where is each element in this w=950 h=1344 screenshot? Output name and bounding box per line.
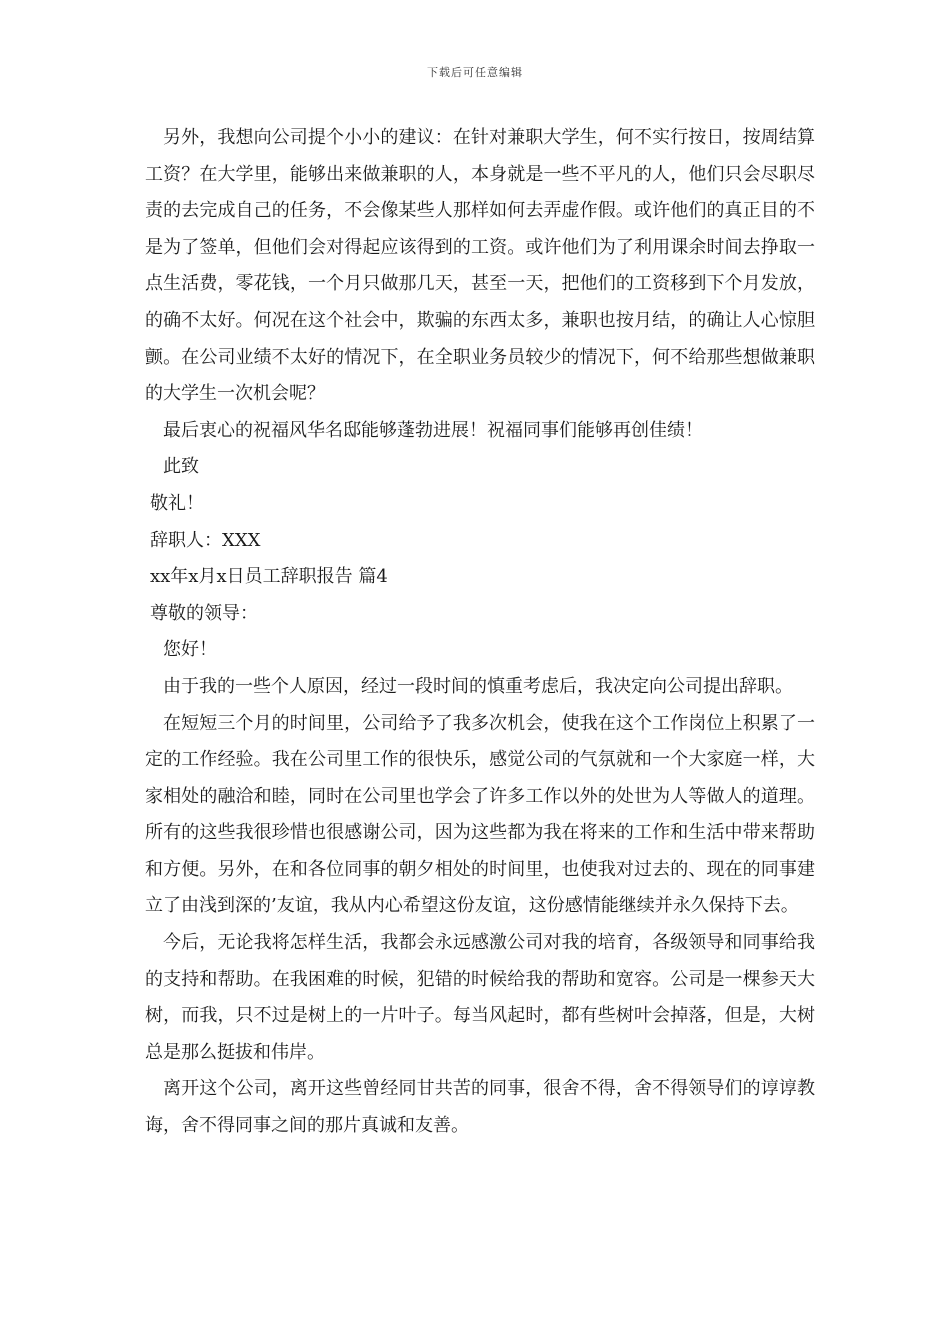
document-body (145, 120, 815, 1145)
paragraph-suggestion: 另外，我想向公司提个小小的建议：在针对兼职大学生，何不实行按日，按周结算工资？在大学里，能够出来做兼职的人，本身就是一些不平凡的人，他们只会尽职尽责的去完成自己的任务，不会像某些人那样如何去弄虚作假。或许他们的真正目的不是为了签单，但他们会对得起应该得到的工资。或许他们为了利用课余时间去挣取一点生活费，零花钱，一个月只做那几天，甚至一天，把他们的工资移到下个月发放，的确不太好。何况在这个社会中，欺骗的东西太多，兼职也按月结，的确让人心惊胆颤。在公司业绩不太好的情况下，在全职业务员较少的情况下，何不给那些想做兼职的大学生一次机会呢？ (145, 127, 815, 405)
salutation: 尊敬的领导： (150, 602, 258, 624)
closing-cizhi: 此致 (163, 456, 199, 478)
paragraph-reason: 由于我的一些个人原因，经过一段时间的慎重考虑后，我决定向公司提出辞职。 (163, 675, 793, 697)
page-header-note: 下载后可任意编辑 (427, 66, 523, 79)
paragraph-experience: 在短短三个月的时间里，公司给予了我多次机会，使我在这个工作岗位上积累了一定的工作经验。我在公司里工作的很快乐，感觉公司的气氛就和一个大家庭一样，大家相处的融洽和睦，同时在公司里也学会了许多工作以外的处世为人等做人的道理。所有的这些我很珍惜也很感谢公司，因为这些都为我在将来的工作和生活中带来帮助和方便。另外，在和各位同事的朝夕相处的时间里，也使我对过去的、现在的同事建立了由浅到深的’友谊，我从内心希望这份友谊，这份感情能继续并永久保持下去。 (145, 712, 815, 917)
paragraph-gratitude: 今后，无论我将怎样生活，我都会永远感激公司对我的培育，各级领导和同事给我的支持和帮助。在我困难的时候，犯错的时候给我的帮助和宽容。公司是一棵参天大树，而我，只不过是树上的一片叶子。每当风起时，都有些树叶会掉落，但是，大树总是那么挺拔和伟岸。 (145, 932, 815, 1063)
greeting: 您好！ (163, 639, 217, 661)
signature-line: 辞职人：XXX (150, 529, 261, 551)
paragraph-farewell: 离开这个公司，离开这些曾经同甘共苦的同事，很舍不得，舍不得领导们的谆谆教诲，舍不得同事之间的那片真诚和友善。 (145, 1078, 815, 1137)
paragraph-blessing: 最后衷心的祝福风华名邸能够蓬勃进展！祝福同事们能够再创佳绩！ (163, 419, 703, 441)
closing-jingli: 敬礼！ (150, 492, 204, 514)
report-title: xx年x月x日员工辞职报告 篇4 (150, 566, 388, 588)
